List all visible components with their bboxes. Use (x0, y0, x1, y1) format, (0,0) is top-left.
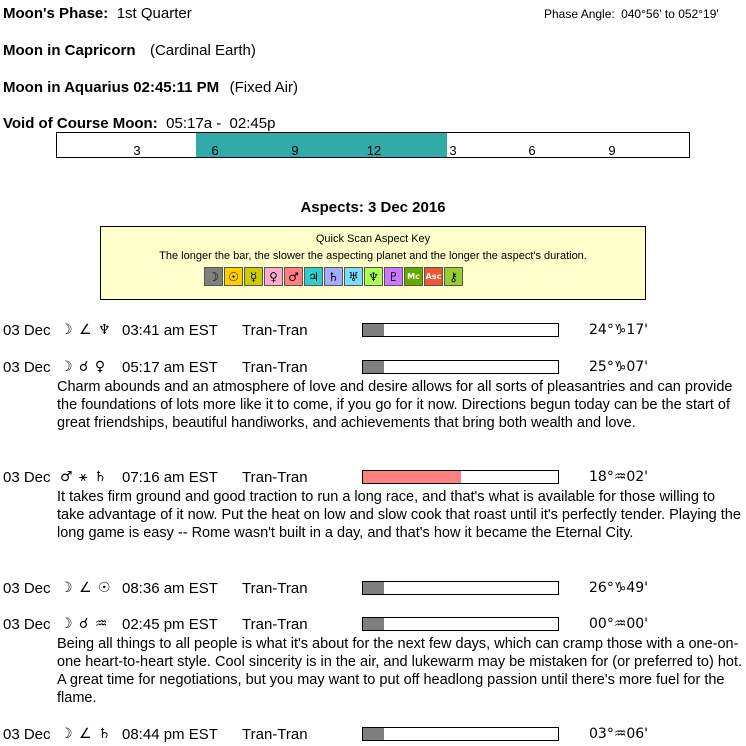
aspect-position: 24°♑17' (589, 322, 649, 338)
aspect-duration-bar (362, 470, 559, 484)
aspect-date: 03 Dec (3, 726, 51, 743)
aspect-description: Charm abounds and an atmosphere of love and desire allows for all sorts of pleasantries and can provide the foundations of lots more like it to come, if you go for it now. Directions begun today can be the start of great friendships, beautiful handiworks, and achievements that bring both wealth and love. (57, 379, 733, 431)
timeline-tick-label: 6 (528, 143, 536, 158)
aspect-duration-fill (363, 728, 384, 740)
aspect-position: 03°♒06' (589, 726, 649, 742)
aspect-time: 08:36 am EST (122, 580, 218, 597)
moon-phase-value: 1st Quarter (116, 5, 192, 22)
moon-sign-capricorn-label: Moon in Capricorn (3, 42, 136, 59)
moon-sign-aquarius-label: Moon in Aquarius 02:45:11 PM (3, 79, 220, 96)
aspect-date: 03 Dec (3, 322, 51, 339)
aspect-type: Tran-Tran (242, 580, 308, 597)
aspect-type: Tran-Tran (242, 616, 308, 633)
aspect-date: 03 Dec (3, 616, 51, 633)
moon-phase-label: Moon's Phase: (3, 5, 109, 22)
jupiter-icon: ♃ (304, 267, 323, 286)
aspect-description: Being all things to all people is what it's about for the next few days, which can cramp those with a one-on-one heart-to-heart style. Cool sincerity is in the air, and lukewarm may be mistaken for (or preferred to) hot. A great time for negotiations, but you may want to put off headlong passion until there's more fuel for the flame. (57, 636, 743, 706)
aspect-key-icons (204, 267, 464, 287)
timeline-tick-label: 9 (608, 143, 616, 158)
aspect-time: 03:41 am EST (122, 322, 218, 339)
neptune-icon: ♆ (364, 267, 383, 286)
phase-angle (544, 7, 719, 21)
saturn-icon: ♄ (324, 267, 343, 286)
chiron-icon: ⚷ (444, 267, 463, 286)
aspect-date: 03 Dec (3, 469, 51, 486)
moon-sign-capricorn-value: (Cardinal Earth) (149, 42, 256, 59)
aspect-date: 03 Dec (3, 580, 51, 597)
aspect-time: 02:45 pm EST (122, 616, 218, 633)
aspect-glyphs: ☽ ∠ ♄ (60, 726, 112, 742)
aspect-row (3, 726, 743, 744)
aspect-row (3, 359, 743, 377)
aspects-title: Aspects: 3 Dec 2016 (300, 199, 446, 216)
void-of-course-range (196, 133, 446, 157)
venus-icon: ♀ (264, 267, 283, 286)
aspect-type: Tran-Tran (242, 359, 308, 376)
sun-icon: ☉ (224, 267, 243, 286)
aspect-key-title: Quick Scan Aspect Key (315, 233, 431, 245)
aspect-duration-bar (362, 727, 559, 741)
void-of-course-label: Void of Course Moon: (3, 115, 158, 132)
aspect-duration-fill (363, 361, 384, 373)
timeline-tick-label: 6 (211, 143, 219, 158)
mars-icon: ♂ (284, 267, 303, 286)
aspect-time: 05:17 am EST (122, 359, 218, 376)
aspect-row (3, 469, 743, 487)
moon-sign-capricorn-line (3, 42, 256, 60)
aspect-glyphs: ☽ ∠ ☉ (60, 580, 112, 596)
aspect-time: 07:16 am EST (122, 469, 218, 486)
timeline-tick-label: 12 (366, 143, 382, 158)
aspect-key-description: The longer the bar, the slower the aspecting planet and the longer the aspect's duration. (159, 250, 587, 262)
ascendant-icon: Asc (424, 267, 443, 286)
timeline-tick-label: 3 (133, 143, 141, 158)
moon-sign-aquarius-value: (Fixed Air) (229, 79, 298, 96)
aspect-row (3, 580, 743, 598)
aspect-duration-bar (362, 617, 559, 631)
aspect-glyphs: ☽ ∠ ♆ (60, 322, 112, 338)
aspect-duration-bar (362, 360, 559, 374)
aspect-type: Tran-Tran (242, 726, 308, 743)
pluto-icon: ♇ (384, 267, 403, 286)
aspect-position: 18°♒02' (589, 469, 649, 485)
void-of-course-value: 05:17a - 02:45p (166, 115, 276, 132)
aspect-position: 00°♒00' (589, 616, 649, 632)
aspect-glyphs: ☽ ☌ ♒ (60, 616, 109, 632)
aspect-date: 03 Dec (3, 359, 51, 376)
uranus-icon: ♅ (344, 267, 363, 286)
aspect-glyphs: ☽ ☌ ♀ (60, 359, 107, 375)
moon-icon: ☽ (204, 267, 223, 286)
aspect-time: 08:44 pm EST (122, 726, 218, 743)
phase-angle-label: Phase Angle: (544, 7, 615, 21)
aspect-duration-fill (363, 471, 461, 483)
aspect-row (3, 616, 743, 634)
moon-phase-line (3, 5, 192, 23)
aspect-duration-fill (363, 324, 384, 336)
void-of-course-timeline (56, 132, 690, 158)
moon-sign-aquarius-line (3, 79, 298, 97)
void-of-course-line (3, 115, 275, 133)
aspect-glyphs: ♂ ⚹ ♄ (60, 469, 108, 485)
aspect-position: 26°♑49' (589, 580, 649, 596)
aspect-duration-fill (363, 618, 384, 630)
aspect-type: Tran-Tran (242, 469, 308, 486)
phase-angle-value: 040°56' to 052°19' (621, 7, 719, 21)
midheaven-icon: Mc (404, 267, 423, 286)
aspect-type: Tran-Tran (242, 322, 308, 339)
timeline-tick-label: 3 (449, 143, 457, 158)
aspect-duration-fill (363, 582, 384, 594)
aspect-description: It takes firm ground and good traction to run a long race, and that's what is available for those willing to take advantage of it now. Put the heat on low and slow cook that roast until it's perfectly tender. Playing the long game is easy -- Rome wasn't built in a day, and that's how it became the Eternal City. (57, 489, 741, 541)
aspect-duration-bar (362, 323, 559, 337)
aspect-key-box (100, 226, 646, 300)
mercury-icon: ☿ (244, 267, 263, 286)
aspect-position: 25°♑07' (589, 359, 649, 375)
aspect-row (3, 322, 743, 340)
aspect-duration-bar (362, 581, 559, 595)
timeline-tick-label: 9 (291, 143, 299, 158)
